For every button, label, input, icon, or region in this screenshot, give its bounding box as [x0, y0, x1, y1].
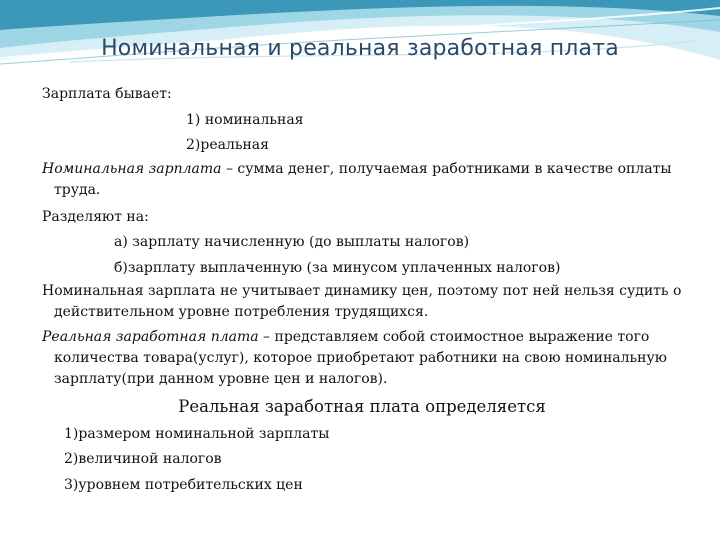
list-item: 2)реальная — [186, 137, 269, 153]
list-item: 3)уровнем потребительских цен — [64, 476, 303, 493]
list-item: 1)размером номинальной зарплаты — [64, 425, 330, 442]
definition-text: – сумма денег, получаемая работниками в качестве оплаты труда. — [54, 160, 672, 198]
sub-heading: Реальная заработная плата определяется — [178, 397, 546, 416]
text-line: Зарплата бывает: — [42, 86, 172, 102]
list-item: 1) номинальная — [186, 111, 304, 128]
slide-title: Номинальная и реальная заработная плата — [101, 36, 619, 61]
paragraph-nominal-note: Номинальная зарплата не учитывает динамику цен, поэтому пот ней нельзя судить о действительном уровне потребления трудящихся. — [42, 283, 682, 320]
list-item: 2)величиной налогов — [64, 451, 222, 467]
text-line: Разделяют на: — [42, 208, 149, 225]
term-real: Реальная заработная плата — [42, 329, 259, 345]
term-nominal: Номинальная зарплата — [42, 160, 222, 177]
slide-body — [42, 82, 682, 498]
definition-real — [42, 327, 682, 390]
definition-text: – представляем собой стоимостное выражение того количества товара(услуг), которое приобретают работники на свою номинальную зарплату(при данном уровне цен и налогов). — [54, 329, 667, 387]
list-item: а) зарплату начисленную (до выплаты налогов) — [114, 234, 470, 250]
definition-nominal — [42, 159, 682, 201]
list-item: б)зарплату выплаченную (за минусом уплаченных налогов) — [114, 259, 561, 276]
